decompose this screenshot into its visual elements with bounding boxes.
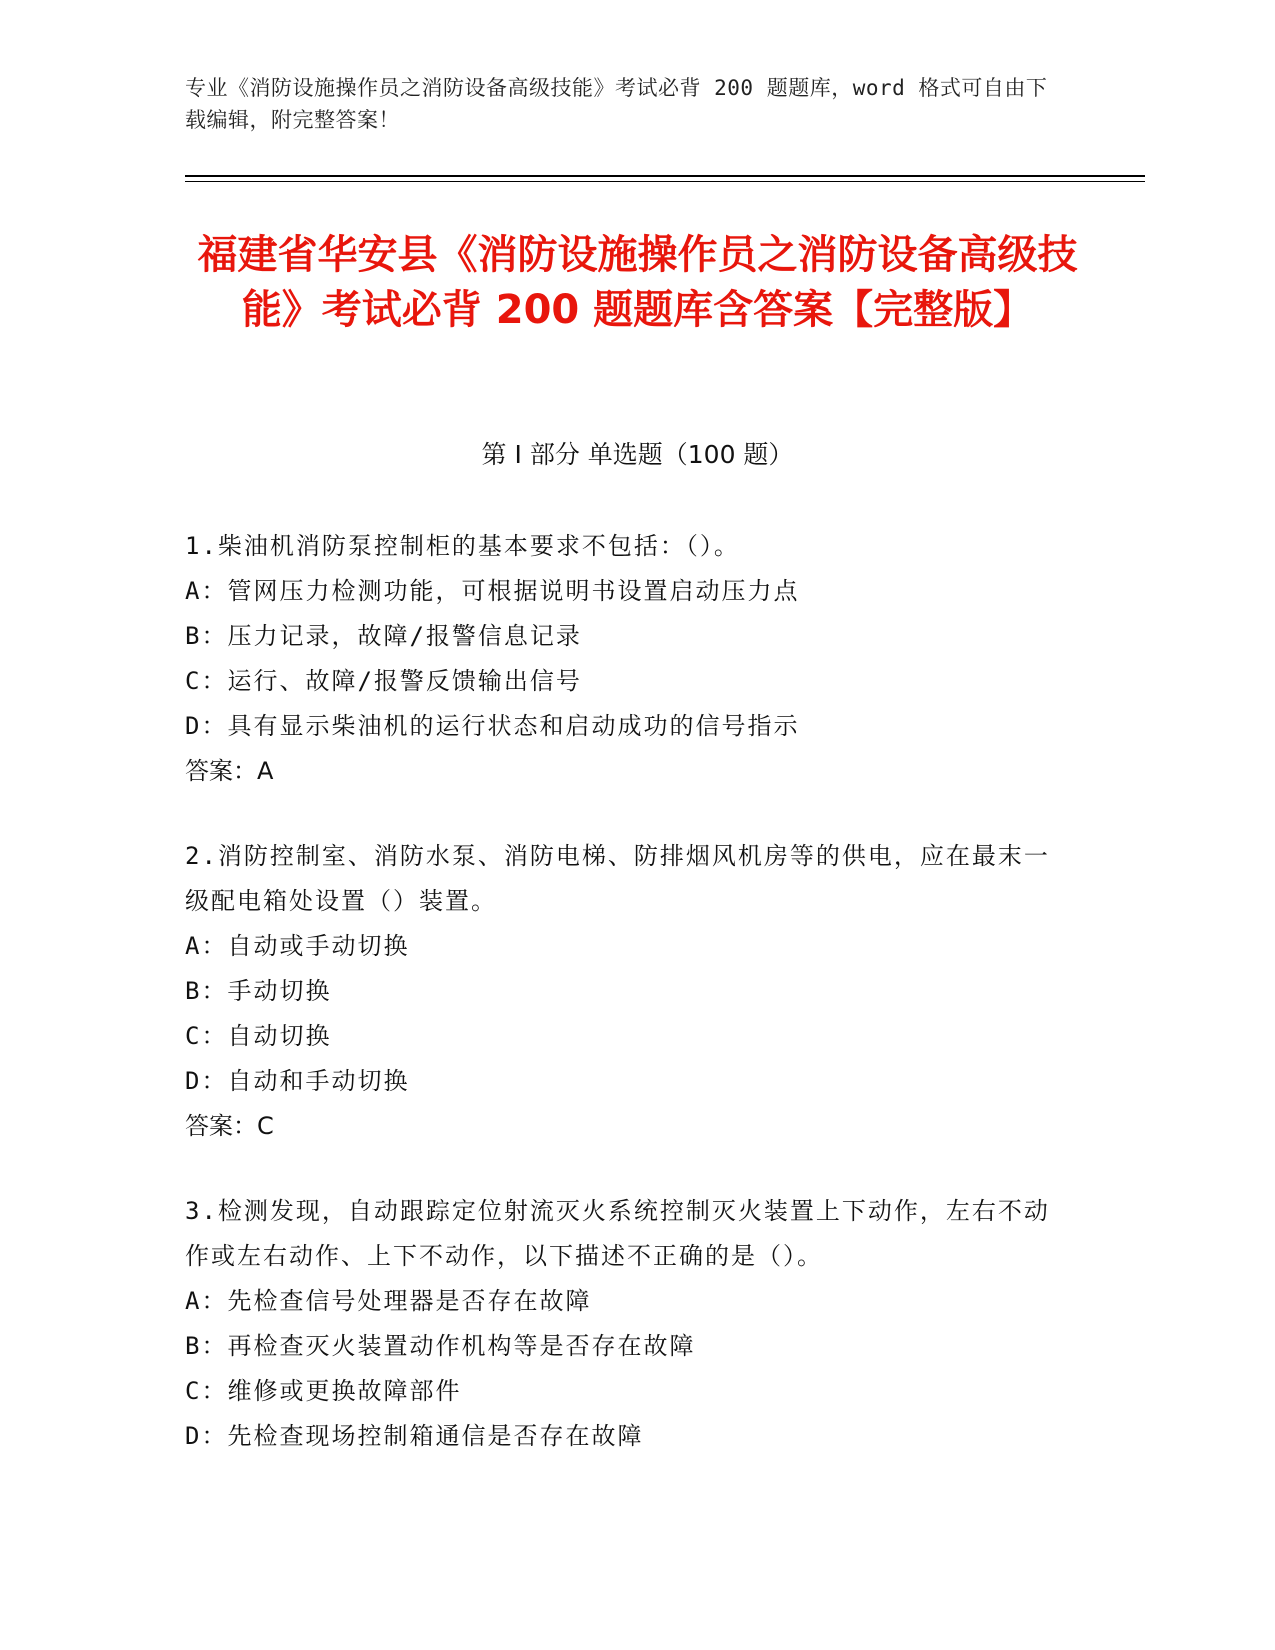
answer-line: 答案：C: [185, 1112, 274, 1140]
option-a: A：自动或手动切换: [185, 932, 410, 960]
question-stem: 1.柴油机消防泵控制柜的基本要求不包括：（）。: [185, 532, 740, 560]
answer-line: 答案：A: [185, 757, 274, 785]
option-a: A：管网压力检测功能，可根据说明书设置启动压力点: [185, 577, 800, 605]
option-c: C：运行、故障/报警反馈输出信号: [185, 667, 582, 695]
question-2: [185, 834, 1065, 1149]
option-d: D：具有显示柴油机的运行状态和启动成功的信号指示: [185, 712, 800, 740]
question-stem: 3.检测发现，自动跟踪定位射流灭火系统控制灭火装置上下动作，左右不动作或左右动作、上下不动作，以下描述不正确的是（）。: [185, 1197, 1050, 1270]
section-heading: 第 I 部分 单选题（100 题）: [481, 440, 794, 469]
header-note: 专业《消防设施操作员之消防设备高级技能》考试必背 200 题题库，word 格式可自由下载编辑，附完整答案！: [185, 76, 1048, 132]
question-1: [185, 524, 1065, 794]
question-list: [185, 524, 1065, 1499]
header-divider-thick: [185, 175, 1145, 177]
option-c: C：自动切换: [185, 1022, 332, 1050]
option-d: D：先检查现场控制箱通信是否存在故障: [185, 1422, 644, 1450]
document-title: 福建省华安县《消防设施操作员之消防设备高级技能》考试必背 200 题题库含答案【完整版】: [197, 232, 1078, 333]
question-stem: 2.消防控制室、消防水泵、消防电梯、防排烟风机房等的供电，应在最末一级配电箱处设置（）装置。: [185, 842, 1050, 915]
option-a: A：先检查信号处理器是否存在故障: [185, 1287, 592, 1315]
header-divider-thin: [185, 181, 1145, 182]
option-b: B：手动切换: [185, 977, 332, 1005]
question-3: [185, 1189, 1065, 1459]
option-d: D：自动和手动切换: [185, 1067, 410, 1095]
option-c: C：维修或更换故障部件: [185, 1377, 462, 1405]
option-b: B：压力记录，故障/报警信息记录: [185, 622, 582, 650]
option-b: B：再检查灭火装置动作机构等是否存在故障: [185, 1332, 696, 1360]
